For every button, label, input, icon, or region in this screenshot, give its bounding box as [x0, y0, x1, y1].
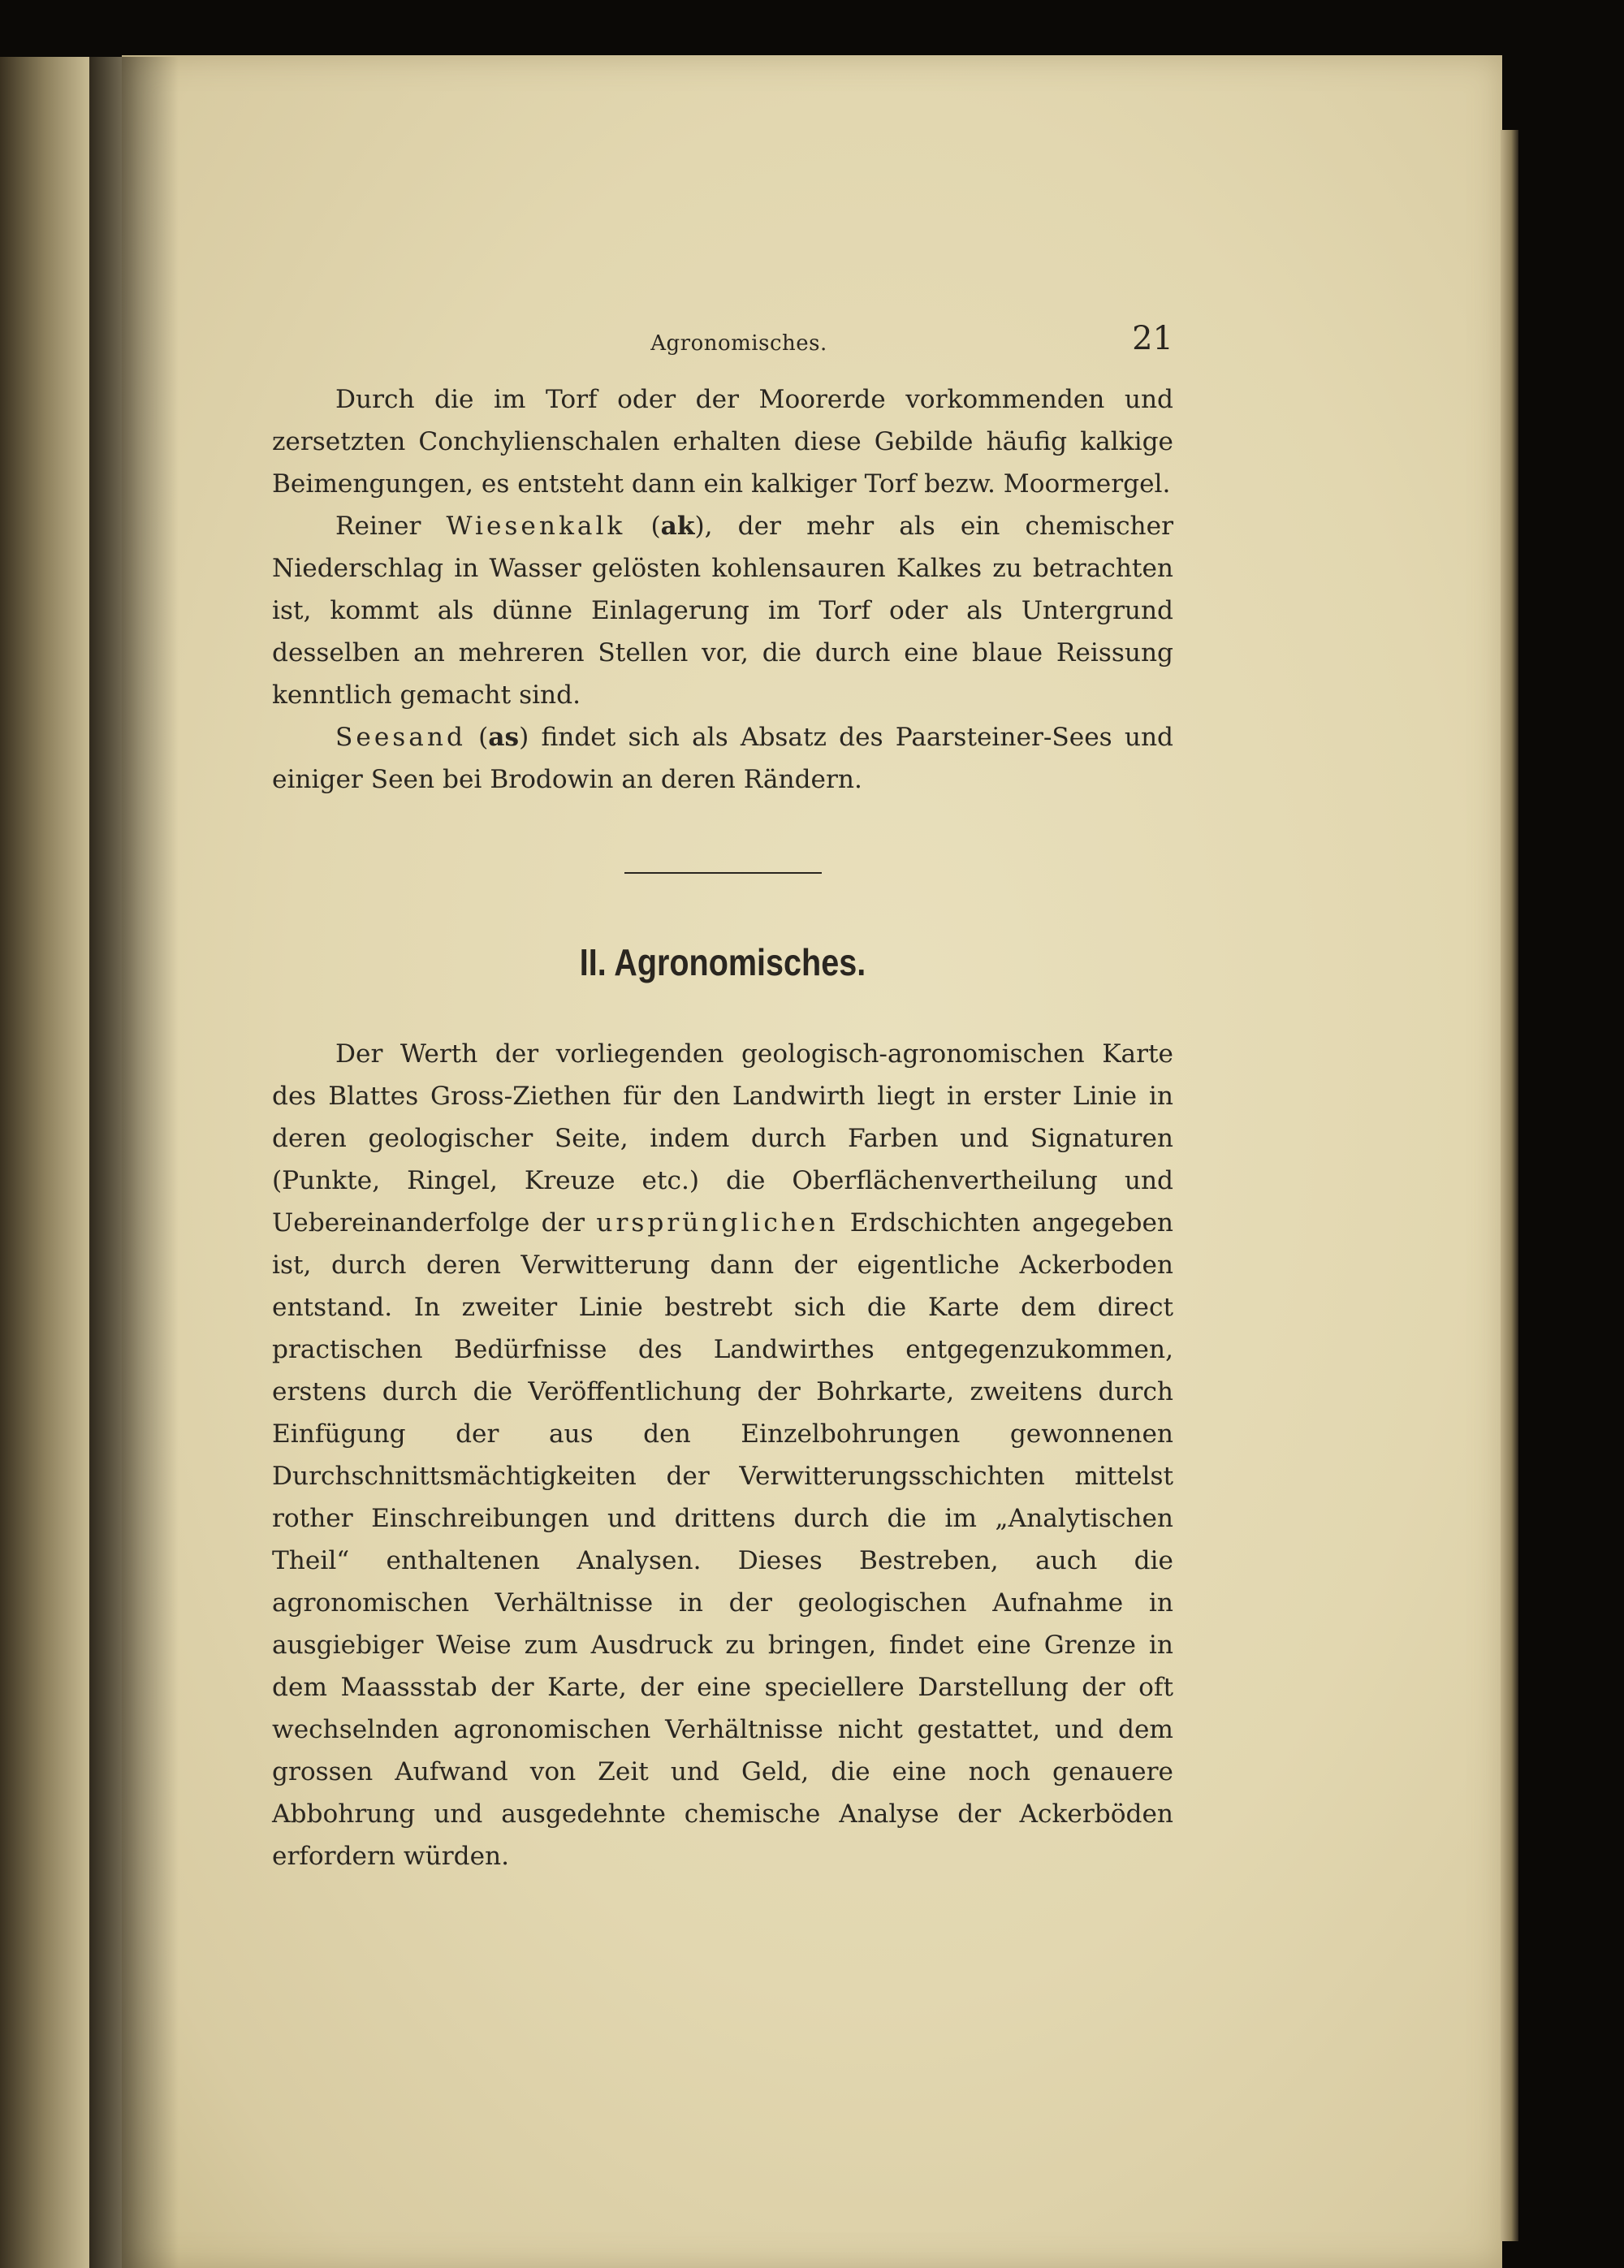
- gutter-shadow: [89, 57, 179, 2268]
- running-header: [272, 317, 1173, 365]
- paragraph-conchylien: [272, 378, 1173, 505]
- page-number: 21: [1132, 320, 1173, 357]
- paren-close: ),: [694, 512, 738, 541]
- paren-close: ): [519, 723, 542, 752]
- page-edge-right: [1501, 130, 1518, 2241]
- section-divider: [624, 872, 822, 874]
- paragraph-lead: Reiner: [335, 512, 447, 541]
- term-seesand: Seesand: [335, 723, 466, 752]
- term-wiesenkalk: Wiesenkalk: [446, 512, 626, 541]
- paragraph-rest: findet sich als Absatz des Paarsteiner-Sees und einiger Seen bei Brodowin an deren Rändern.: [272, 723, 1173, 794]
- paragraph-text: Durch die im Torf oder der Moorerde vorkommenden und zersetzten Conchylienschalen erhalten diese Gebilde häufig kalkige Beimengungen, es entsteht dann ein kalkiger Torf bezw. Moormergel.: [272, 385, 1173, 499]
- term-urspruenglichen: ursprünglichen: [596, 1208, 839, 1238]
- page-text: [272, 317, 1173, 1877]
- section-title: II. Agronomisches.: [579, 941, 866, 983]
- paragraph-seesand: [272, 716, 1173, 801]
- running-title: Agronomisches.: [650, 331, 827, 356]
- paragraph-wiesenkalk: [272, 505, 1173, 716]
- paragraph-rest: Erdschichten angegeben ist, durch deren Verwitterung dann der eigentliche Ackerboden entstand. In zweiter Linie bestrebt sich die Karte dem direct practischen Bedürfnisse des Landwirthes entgegenzukommen, erstens durch die Veröffentlichung der Bohrkarte, zweitens durch Einfügung der aus den Einzelbohrungen gewonnenen Durchschnittsmächtigkeiten der Verwitterungsschichten mittelst rother Einschreibungen und drittens durch die im „Analytischen Theil“ enthaltenen Analysen. Dieses Bestreben, auch die agronomischen Verhältnisse in der geologischen Aufnahme in ausgiebiger Weise zum Ausdruck zu bringen, findet eine Grenze in dem Maassstab der Karte, der eine speciellere Darstellung der oft wechselnden agronomischen Verhältnisse nicht gestattet, und dem grossen Aufwand von Zeit und Geld, die eine noch genauere Abbohrung und ausgedehnte chemische Analyse der Ackerböden erfordern würden.: [272, 1208, 1173, 1871]
- paren-open: (: [625, 512, 661, 541]
- paragraph-rest: der mehr als ein chemischer Niederschlag in Wasser gelösten kohlensauren Kalkes zu betrachten ist, kommt als dünne Einlagerung im Torf oder als Untergrund desselben an mehreren Stellen vor, die durch eine blaue Reissung kenntlich gemacht sind.: [272, 512, 1173, 710]
- paren-open: (: [465, 723, 489, 752]
- map-symbol-ak: ak: [660, 512, 695, 541]
- map-symbol-as: as: [488, 723, 520, 752]
- paragraph-lead: Der Werth der vorliegenden geologisch-agronomischen Karte des Blattes Gross-Ziethen für den Landwirth liegt in erster Linie in deren geologischer Seite, indem durch Farben und Signaturen (Punkte, Ringel, Kreuze etc.) die Oberflächenvertheilung und Uebereinanderfolge der: [272, 1039, 1173, 1238]
- paragraph-agronomisch: [272, 1033, 1173, 1877]
